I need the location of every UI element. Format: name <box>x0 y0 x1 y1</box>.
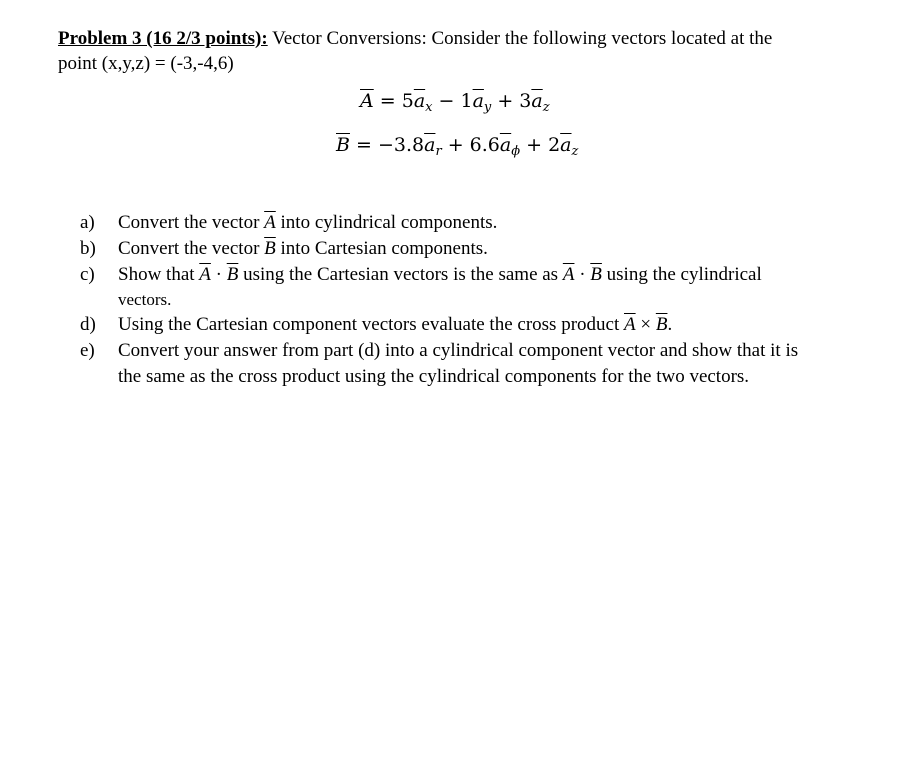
eq-b-t2-sub: ϕ <box>511 144 521 159</box>
task-e <box>80 338 860 390</box>
problem-intro-point: point (x,y,z) = (-3,-4,6) <box>58 53 234 74</box>
task-c-continuation: vectors. <box>118 290 172 309</box>
task-b-vector: $\overline{B}$ <box>264 238 276 259</box>
task-c-vector-1: $\overline{A}$ <box>199 264 211 285</box>
task-c-marker: c) <box>80 264 95 285</box>
task-d-pre: Using the Cartesian component vectors evaluate the cross product <box>118 314 624 335</box>
task-c-post: using the cylindrical <box>601 264 762 285</box>
task-c-vector-4: $\overline{B}$ <box>590 264 602 285</box>
eq-b-t2-vec: $\overline{a}$ <box>499 134 512 156</box>
task-d-text <box>118 312 860 338</box>
task-a-post: into cylindrical components. <box>275 212 498 233</box>
task-a <box>80 210 860 236</box>
problem-intro <box>58 26 858 76</box>
task-d-cross: × <box>635 314 656 335</box>
task-b-marker: b) <box>80 238 96 259</box>
task-d-vector-1: $\overline{A}$ <box>624 314 636 335</box>
task-d-vector-2: $\overline{B}$ <box>655 314 668 335</box>
eq-a-t1-vec: $\overline{a}$ <box>413 90 426 112</box>
task-e-line-2: the same as the cross product using the cylindrical components for the two vectors. <box>118 366 750 387</box>
eq-a-t2-vec: $\overline{a}$ <box>472 90 484 112</box>
task-c-mid: using the Cartesian vectors is the same as <box>238 264 563 285</box>
task-c-vector-2: $\overline{B}$ <box>226 264 239 285</box>
task-d <box>80 312 860 338</box>
eq-a-t2-sub: y <box>483 100 492 115</box>
eq-b-eq: = −3.8 <box>349 134 425 156</box>
task-c <box>80 262 860 312</box>
eq-b-t3-vec: $\overline{a}$ <box>560 134 572 156</box>
eq-a-lhs: $\overline{A}$ <box>360 90 374 112</box>
eq-a-t1-sub: x <box>425 100 433 115</box>
eq-a-eq: = 5 <box>373 90 414 112</box>
task-c-dot-1: · <box>210 264 227 285</box>
eq-b-lhs: $\overline{B}$ <box>336 134 350 156</box>
eq-a-t3-vec: $\overline{a}$ <box>531 90 543 112</box>
problem-title: Problem 3 (16 2/3 points): <box>58 28 268 49</box>
task-c-dot-2: · <box>574 264 591 285</box>
equation-b <box>336 133 578 164</box>
task-e-text <box>118 338 860 390</box>
task-c-pre: Show that <box>118 264 200 285</box>
task-a-vector: $\overline{A}$ <box>264 212 276 233</box>
task-b-post: into Cartesian components. <box>275 238 488 259</box>
task-b-pre: Convert the vector <box>118 238 265 259</box>
eq-b-t1-sub: r <box>435 144 442 159</box>
eq-a-t3-sub: z <box>542 100 550 115</box>
eq-b-t1-vec: $\overline{a}$ <box>424 134 436 156</box>
task-a-pre: Convert the vector <box>118 212 265 233</box>
task-e-line-1: Convert your answer from part (d) into a cylindrical component vector and show that it is <box>118 340 799 361</box>
task-c-vector-3: $\overline{A}$ <box>562 264 575 285</box>
eq-a-t2: − 1 <box>432 90 473 112</box>
task-d-marker: d) <box>80 314 96 335</box>
eq-a-t3: + 3 <box>491 90 532 112</box>
problem-intro-text: Vector Conversions: Consider the following vectors located at the <box>267 28 773 49</box>
eq-b-t2: + 6.6 <box>441 134 500 156</box>
task-a-marker: a) <box>80 212 95 233</box>
task-list <box>80 210 860 390</box>
equation-a <box>360 89 550 120</box>
eq-b-t3: + 2 <box>520 134 561 156</box>
eq-b-t3-sub: z <box>571 144 579 159</box>
task-e-marker: e) <box>80 340 95 361</box>
task-a-text <box>118 210 860 236</box>
task-c-text <box>118 262 860 312</box>
task-d-post: . <box>667 314 673 335</box>
task-b <box>80 236 860 262</box>
task-b-text <box>118 236 860 262</box>
